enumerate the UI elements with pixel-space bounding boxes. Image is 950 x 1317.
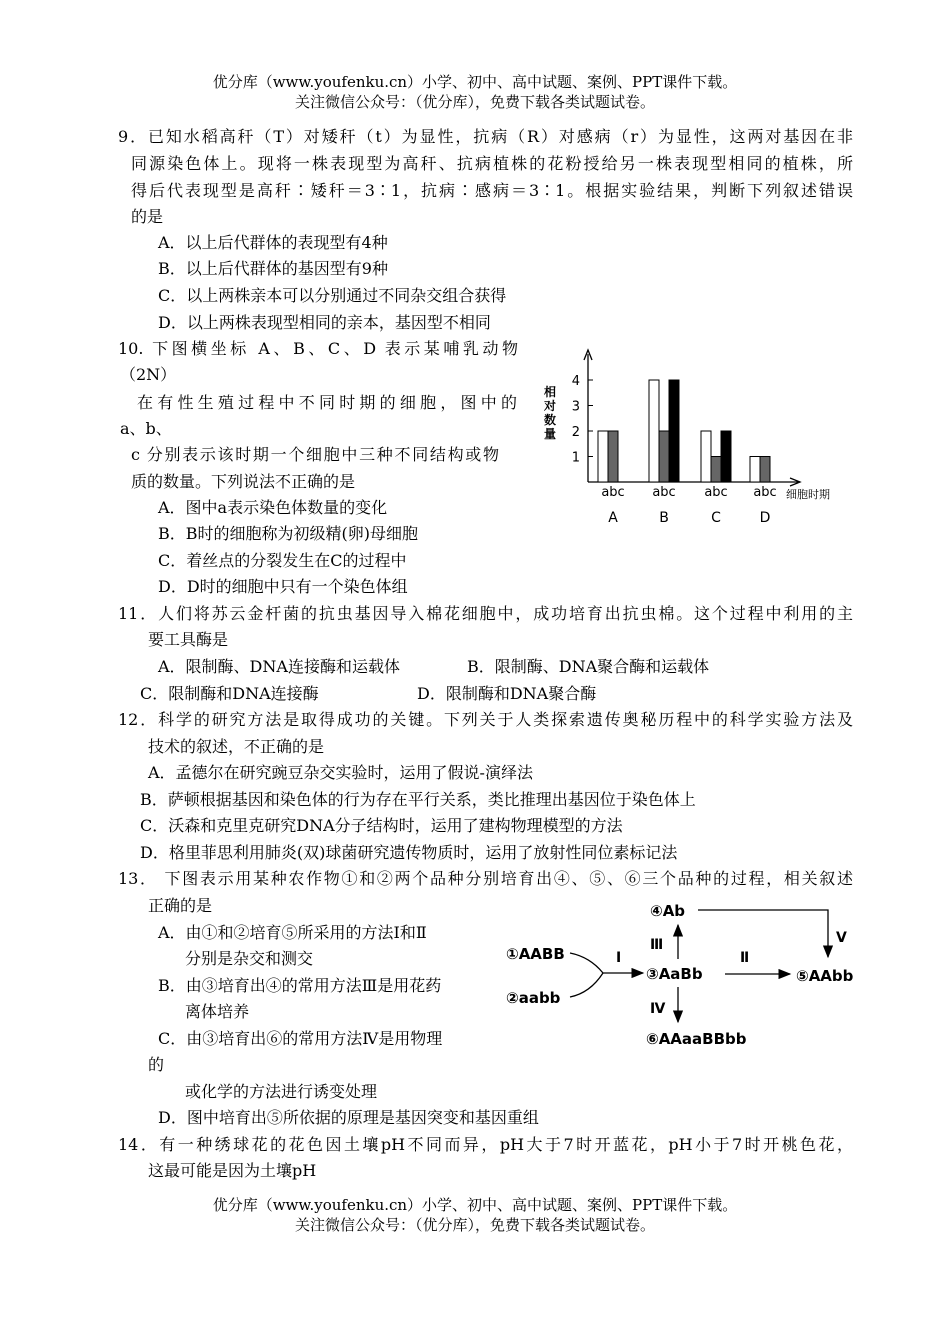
q9-stem-line1: 9．已知水稻高秆（T）对矮秆（t）为显性，抗病（R）对感病（r）为显性，这两对基因在非 xyxy=(118,127,853,146)
x-sublabels-A: abc xyxy=(601,485,625,500)
q13-breeding-diagram xyxy=(500,895,870,1055)
q13-stem-line1: 13． 下图表示用某种农作物①和②两个品种分别培育出④、⑤、⑥三个品种的过程，相关叙述 xyxy=(118,869,853,888)
q11-option-a: A．限制酶、DNA连接酶和运载体 xyxy=(158,657,400,676)
q10-stem-line5: c 分别表示该时期一个细胞中三种不同结构或物 xyxy=(131,445,499,464)
diagram-node-4: ④Ab xyxy=(650,902,686,920)
bar-D-b xyxy=(760,457,770,483)
q10-option-a: A．图中a表示染色体数量的变化 xyxy=(158,498,388,517)
page-header-line2: 关注微信公众号：（优分库），免费下载各类试题试卷。 xyxy=(294,93,655,111)
bar-C-c xyxy=(721,431,731,482)
diagram-node-2: ②aabb xyxy=(506,989,561,1007)
page-footer-line2: 关注微信公众号：（优分库），免费下载各类试题试卷。 xyxy=(294,1216,655,1234)
q13-option-c-line3: 或化学的方法进行诱变处理 xyxy=(185,1082,378,1101)
q10-stem-line1: 10. 下图横坐标 A、B、C、D 表示某哺乳动物 xyxy=(118,339,518,358)
bar-A-b xyxy=(608,431,618,482)
q12-stem-line1: 12．科学的研究方法是取得成功的关键。下列关于人类探索遗传奥秘历程中的科学实验方法及 xyxy=(118,710,853,729)
bar-C-b xyxy=(711,457,721,483)
q10-option-c: C．着丝点的分裂发生在C的过程中 xyxy=(158,551,407,570)
q14-stem-line1: 14．有一种绣球花的花色因土壤pH不同而异，pH大于7时开蓝花，pH小于7时开桃色花， xyxy=(118,1135,853,1154)
bar-C-a xyxy=(701,431,711,482)
y-axis-label-char: 对 xyxy=(543,399,557,413)
q12-stem-line2: 技术的叙述，不正确的是 xyxy=(148,737,325,756)
x-category-D: D xyxy=(759,510,771,526)
q13-stem-line2: 正确的是 xyxy=(148,896,213,915)
q11-stem-line1: 11．人们将苏云金杆菌的抗虫基因导入棉花细胞中，成功培育出抗虫棉。这个过程中利用的主 xyxy=(118,604,853,623)
y-tick-label: 4 xyxy=(571,374,580,389)
q10-option-b: B．B时的细胞称为初级精(卵)母细胞 xyxy=(158,524,419,543)
y-axis-label-char: 数 xyxy=(543,413,557,427)
x-category-B: B xyxy=(659,510,669,526)
y-axis-label-char: 相 xyxy=(543,385,557,399)
y-tick-label: 3 xyxy=(571,399,580,415)
q9-option-d: D．以上两株表现型相同的亲本，基因型不相同 xyxy=(158,313,491,332)
q9-option-b: B．以上后代群体的基因型有9种 xyxy=(158,259,388,278)
bar-A-a xyxy=(598,431,608,482)
diagram-arrow-4-to-5 xyxy=(698,910,828,957)
q9-stem-line2: 同源染色体上。现将一株表现型为高秆、抗病植株的花粉授给另一株表现型相同的植株，所 xyxy=(131,154,853,173)
x-category-A: A xyxy=(608,510,618,526)
q12-option-a: A．孟德尔在研究豌豆杂交实验时，运用了假说-演绎法 xyxy=(148,763,533,782)
y-tick-label: 2 xyxy=(571,425,580,440)
q12-option-b: B．萨顿根据基因和染色体的行为存在平行关系，类比推理出基因位于染色体上 xyxy=(140,790,696,809)
bar-D-a xyxy=(750,457,760,483)
diagram-node-5: ⑤AAbb xyxy=(796,967,854,985)
q11-option-b: B．限制酶、DNA聚合酶和运载体 xyxy=(467,657,710,676)
diagram-arrow-cross xyxy=(570,953,643,973)
x-axis-label: 细胞时期 xyxy=(786,488,830,501)
diagram-node-1: ①AABB xyxy=(506,945,565,963)
q13-option-b-line1: B．由③培育出④的常用方法Ⅲ是用花药 xyxy=(158,976,442,995)
diagram-method-4: Ⅳ xyxy=(650,1001,666,1017)
q9-stem-line3: 得后代表现型是高秆∶矮秆＝3∶1，抗病∶感病＝3∶1。根据实验结果，判断下列叙述错误 xyxy=(131,181,853,200)
q13-option-c-line1: C．由③培育出⑥的常用方法Ⅳ是用物理 xyxy=(158,1029,443,1048)
diagram-method-2: Ⅱ xyxy=(740,950,750,966)
y-axis-label-char: 量 xyxy=(543,427,557,441)
diagram-method-1: Ⅰ xyxy=(616,950,622,966)
bar-B-c xyxy=(669,380,679,482)
q10-stem-line4: a、b、 xyxy=(120,419,172,438)
page-header-line1: 优分库（www.youfenku.cn）小学、初中、高中试题、案例、PPT课件下载。 xyxy=(212,73,738,91)
q10-stem-line2: （2N） xyxy=(120,365,177,384)
q10-stem-line6: 质的数量。下列说法不正确的是 xyxy=(131,472,356,491)
q12-option-d: D．格里菲思利用肺炎(双)球菌研究遗传物质时，运用了放射性同位素标记法 xyxy=(140,843,678,862)
q9-option-c: C．以上两株亲本可以分别通过不同杂交组合获得 xyxy=(158,286,507,305)
q13-option-d: D．图中培育出⑤所依据的原理是基因突变和基因重组 xyxy=(158,1108,539,1127)
x-sublabels-C: abc xyxy=(704,485,728,500)
diagram-method-3: Ⅲ xyxy=(650,937,664,953)
y-tick-label: 1 xyxy=(571,450,580,466)
bar-B-b xyxy=(659,431,669,482)
diagram-method-5: Ⅴ xyxy=(836,930,847,946)
diagram-node-3: ③AaBb xyxy=(646,965,703,983)
q9-stem-line4: 的是 xyxy=(131,207,164,226)
x-category-C: C xyxy=(711,510,721,526)
q10-stem-line3: 在有性生殖过程中不同时期的细胞，图中的 xyxy=(137,393,517,412)
q13-option-a-line2: 分别是杂交和测交 xyxy=(185,949,314,968)
q11-stem-line2: 要工具酶是 xyxy=(148,630,229,649)
q14-stem-line2: 这最可能是因为土壤pH xyxy=(148,1161,317,1180)
page-footer-line1: 优分库（www.youfenku.cn）小学、初中、高中试题、案例、PPT课件下载。 xyxy=(212,1196,738,1214)
q10-bar-chart xyxy=(530,340,850,535)
diagram-node-6: ⑥AAaaBBbb xyxy=(646,1030,747,1048)
q10-option-d: D．D时的细胞中只有一个染色体组 xyxy=(158,577,408,596)
q9-option-a: A．以上后代群体的表现型有4种 xyxy=(158,233,388,252)
diagram-line-parent2 xyxy=(570,973,603,997)
q12-option-c: C．沃森和克里克研究DNA分子结构时，运用了建构物理模型的方法 xyxy=(140,816,623,835)
x-sublabels-D: abc xyxy=(753,485,777,500)
q13-option-b-line2: 离体培养 xyxy=(185,1002,250,1021)
q11-option-c: C．限制酶和DNA连接酶 xyxy=(140,684,319,703)
bar-B-a xyxy=(649,380,659,482)
q11-option-d: D．限制酶和DNA聚合酶 xyxy=(417,684,597,703)
q13-option-c-line2: 的 xyxy=(148,1055,165,1074)
q13-option-a-line1: A．由①和②培育⑤所采用的方法Ⅰ和Ⅱ xyxy=(158,923,427,942)
x-sublabels-B: abc xyxy=(652,485,676,500)
